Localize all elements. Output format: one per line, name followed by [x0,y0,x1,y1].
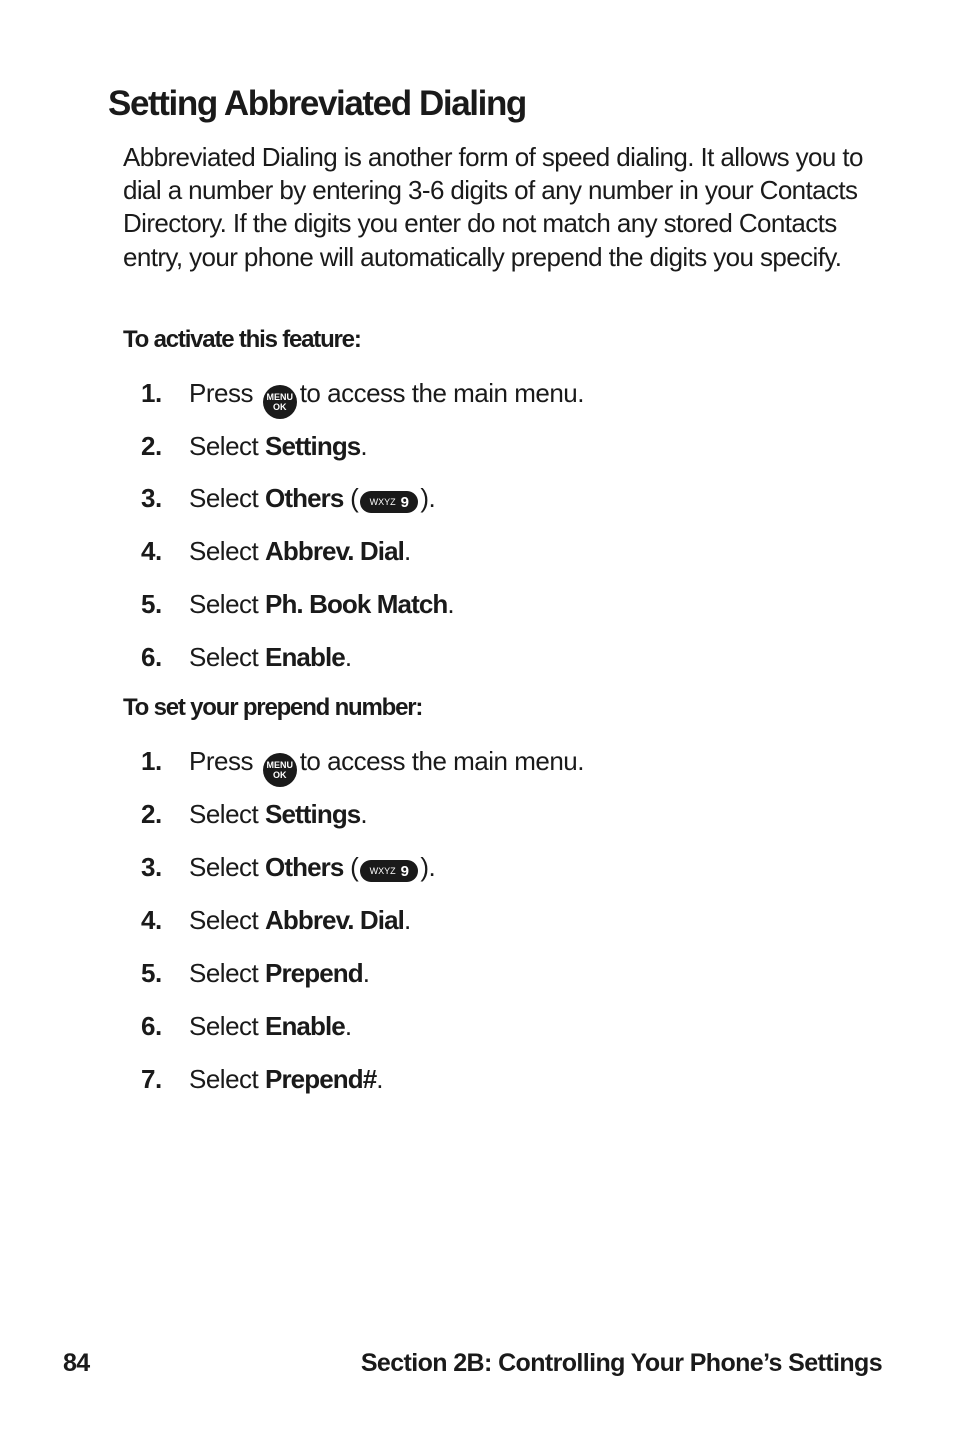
page-title: Setting Abbreviated Dialing [108,84,526,123]
section-title: Section 2B: Controlling Your Phone’s Settings [360,1349,882,1377]
activate-heading: To activate this feature: [123,326,361,353]
prepend-heading: To set your prepend number: [123,694,423,721]
menu-ok-key-icon: MENU OK [263,753,297,787]
page-number: 84 [63,1349,90,1377]
nine-wxyz-key-icon: WXYZ 9 [360,491,418,513]
nine-wxyz-key-icon: WXYZ 9 [360,860,418,882]
menu-ok-key-icon: MENU OK [263,385,297,419]
intro-paragraph: Abbreviated Dialing is another form of speed dialing. It allows you to dial a number by entering 3-6 digits of any number in your Contacts Directory. If the digits you enter do not match any stored Contacts entry, your phone will automatically prepend the digits you specify. [123,142,863,272]
